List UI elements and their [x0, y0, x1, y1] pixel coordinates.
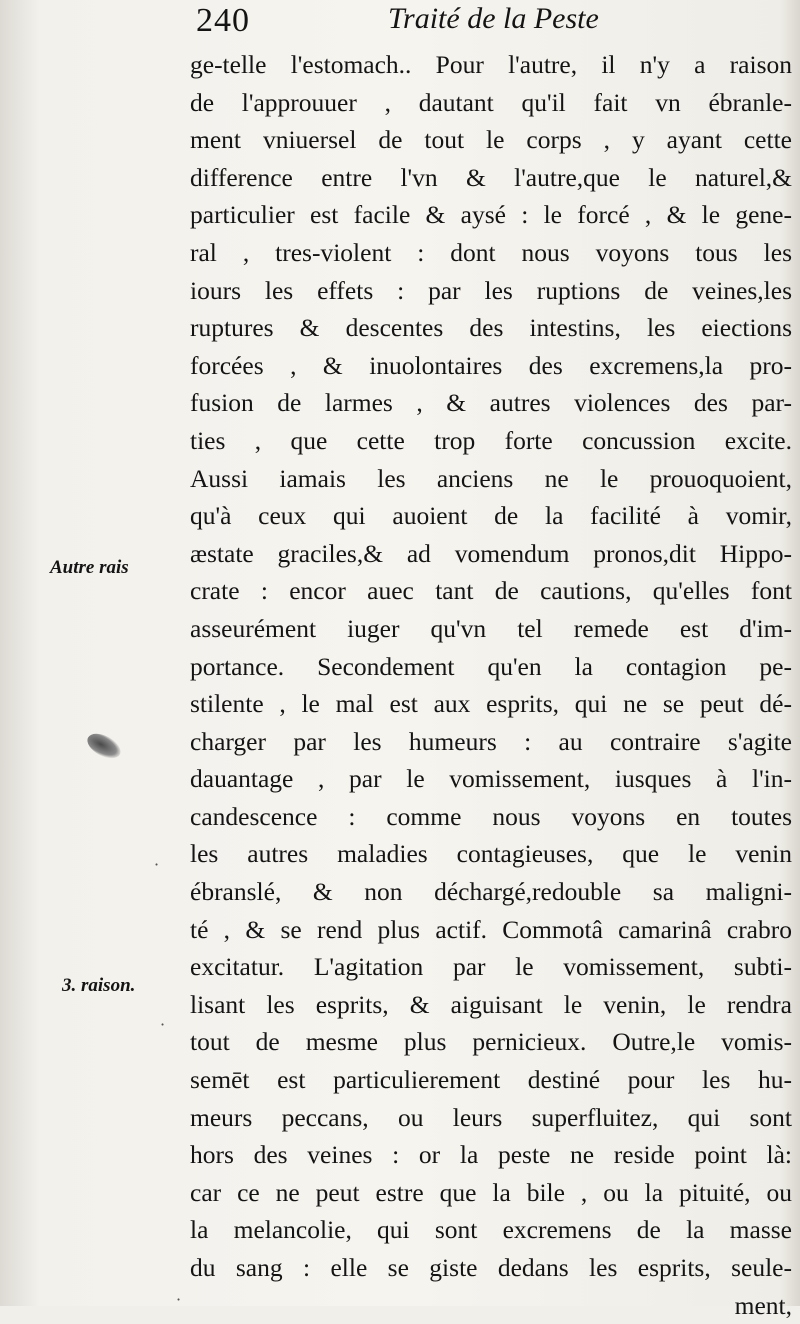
- text-line: la melancolie, qui sont excremens de la masse: [190, 1215, 792, 1245]
- text-line: ruptures & descentes des intestins, les eiections: [190, 313, 792, 343]
- text-line: fusion de larmes , & autres violences des par-: [190, 388, 792, 418]
- text-line: difference entre l'vn & l'autre,que le naturel,&: [190, 162, 792, 192]
- text-line: ment vniuersel de tout le corps , y ayant cette: [190, 125, 792, 155]
- text-line: du sang : elle se giste dedans les esprits, seule-: [190, 1253, 792, 1282]
- text-line: qu'à ceux qui auoient de la facilité à vomir,: [190, 501, 792, 531]
- text-line: asseurément iuger qu'vn tel remede est d'im-: [190, 613, 792, 643]
- text-line: portance. Secondement qu'en la contagion pe-: [190, 651, 792, 681]
- ink-dot: ·: [160, 1015, 166, 1034]
- text-line: ébranslé, & non déchargé,redouble sa maligni-: [190, 877, 792, 907]
- page-number: 240: [196, 2, 250, 39]
- text-line: iours les effets : par les ruptions de veines,les: [190, 275, 792, 305]
- text-line: candescence : comme nous voyons en toutes: [190, 801, 792, 831]
- text-line: meurs peccans, ou leurs superfluitez, qui sont: [190, 1102, 792, 1132]
- text-line: ral , tres-violent : dont nous voyons tous les: [190, 237, 792, 267]
- ink-dot: ·: [154, 855, 160, 874]
- text-line: particulier est facile & aysé : le forcé , & le gene-: [190, 200, 792, 230]
- text-line: forcées , & inuolontaires des excremens,la pro-: [190, 350, 792, 380]
- margin-note: Autre rais: [50, 557, 129, 578]
- ink-blot: [83, 729, 124, 764]
- text-line: stilente , le mal est aux esprits, qui ne se peut dé-: [190, 689, 792, 719]
- ink-dot: ·: [176, 1290, 182, 1309]
- text-line: les autres maladies contagieuses, que le venin: [190, 839, 792, 869]
- text-line: ge-telle l'estomach.. Pour l'autre, il n'y a raison: [190, 50, 792, 79]
- text-line: té , & se rend plus actif. Commotâ camarinâ crabro: [190, 914, 792, 944]
- text-line: Aussi iamais les anciens ne le prouoquoient,: [190, 463, 792, 493]
- page-header: [196, 2, 796, 42]
- text-line: æstate graciles,& ad vomendum pronos,dit Hippo-: [190, 538, 792, 568]
- text-line: semēt est particulierement destiné pour les hu-: [190, 1065, 792, 1095]
- text-line: tout de mesme plus pernicieux. Outre,le vomis-: [190, 1027, 792, 1057]
- text-line: de l'approuuer , dautant qu'il fait vn ébranle-: [190, 87, 792, 117]
- running-title: Traité de la Peste: [388, 2, 599, 35]
- margin-note: 3. raison.: [62, 975, 136, 996]
- text-line: crate : encor auec tant de cautions, qu'elles font: [190, 576, 792, 606]
- text-line: dauantage , par le vomissement, iusques à l'in-: [190, 764, 792, 794]
- text-line: car ce ne peut estre que la bile , ou la pituité, ou: [190, 1177, 792, 1207]
- catchword: ment,: [734, 1290, 792, 1320]
- text-line: hors des veines : or la peste ne reside point là:: [190, 1140, 792, 1170]
- body-text: [190, 46, 792, 1324]
- text-line: lisant les esprits, & aiguisant le venin, le rendra: [190, 989, 792, 1019]
- text-line: ties , que cette trop forte concussion excite.: [190, 425, 792, 455]
- text-line: excitatur. L'agitation par le vomissement, subti-: [190, 952, 792, 982]
- text-line: charger par les humeurs : au contraire s'agite: [190, 726, 792, 756]
